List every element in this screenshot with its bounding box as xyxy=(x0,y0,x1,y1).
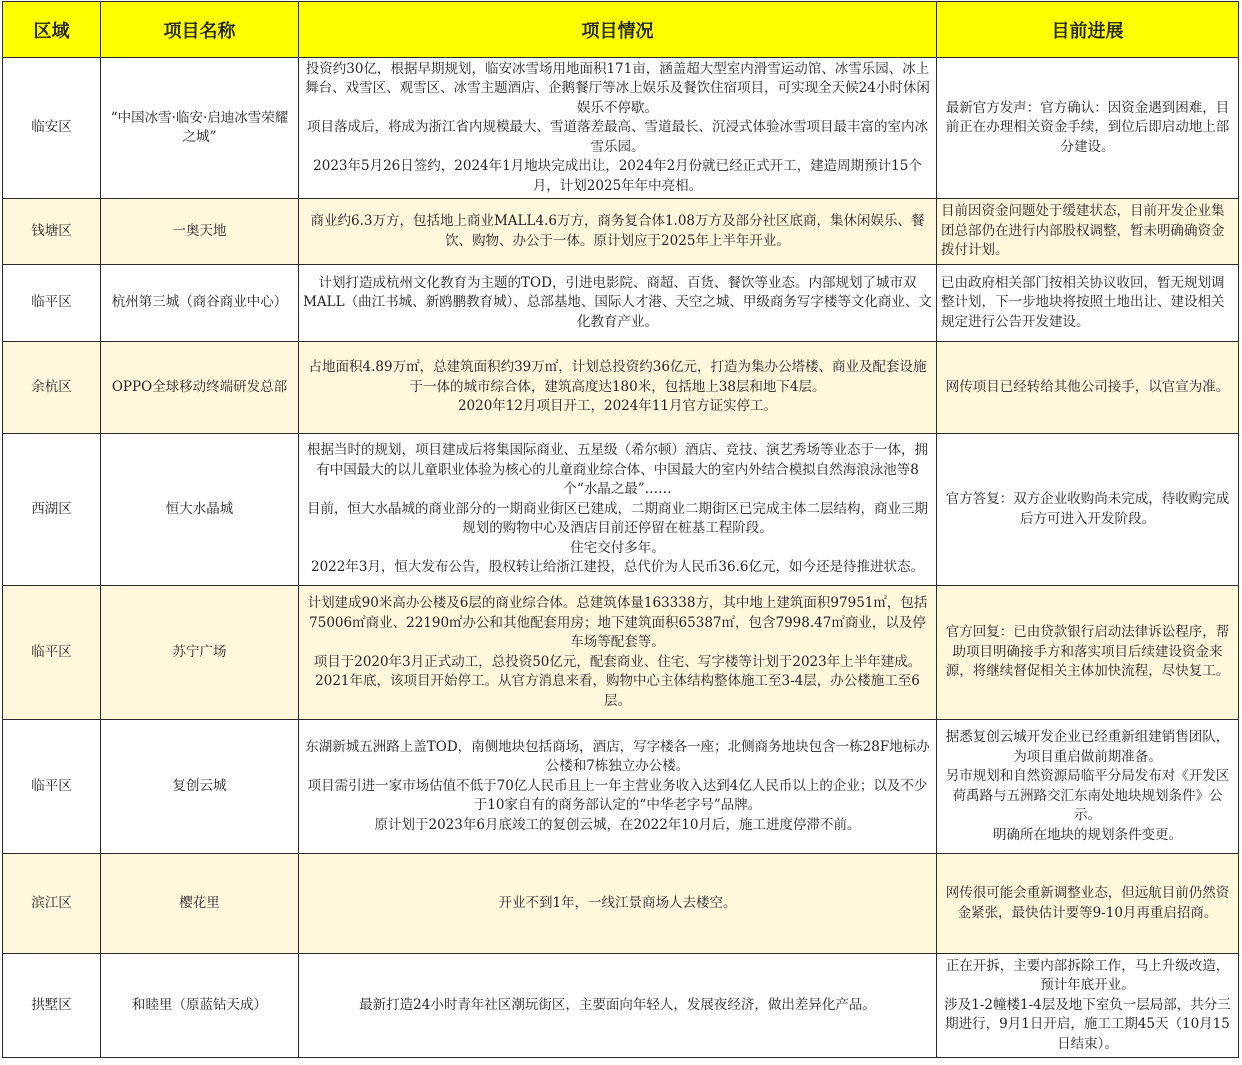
table-row xyxy=(3,434,1239,586)
progress-paragraph: 已由政府相关部门按相关协议收回，暂无规划调整计划，下一步地块将按照土地出让、建设相关规定进行公告开发建设。 xyxy=(941,274,1225,330)
region-cell: 临平区 xyxy=(3,720,101,854)
region-cell: 西湖区 xyxy=(3,434,101,586)
progress-cell xyxy=(937,434,1239,586)
situation-paragraph: 项目需引进一家市场估值不低于70亿人民币且上一年主营业务收入达到4亿人民币以上的企业；以及不少于10家自有的商务部认定的“中华老字号”品牌。 xyxy=(307,777,928,814)
situation-paragraph: 占地面积4.89万㎡，总建筑面积约39万㎡，计划总投资约36亿元，打造为集办公塔楼、商业及配套设施于一体的城市综合体，建筑高度达180米，包括地上38层和地下4层。 xyxy=(308,359,927,395)
progress-paragraph: 另市规划和自然资源局临平分局发布对《开发区荷禹路与五洲路交汇东南处地块规划条件》公示。 xyxy=(945,768,1230,823)
project-name-cell: 苏宁广场 xyxy=(101,586,299,720)
progress-cell xyxy=(937,199,1239,265)
progress-paragraph: 网传很可能会重新调整业态，但远航目前仍然资金紧张，最快估计要等9-10月再重启招商。 xyxy=(945,885,1230,921)
progress-paragraph: 官方答复：双方企业收购尚未完成，待收购完成后方可进入开发阶段。 xyxy=(945,491,1230,527)
projects-table xyxy=(2,1,1239,1058)
progress-cell xyxy=(937,854,1239,954)
region-cell: 滨江区 xyxy=(3,854,101,954)
project-name-cell: 杭州第三城（商谷商业中心） xyxy=(101,265,299,342)
project-name-cell: 和睦里（原蓝钻天成） xyxy=(101,954,299,1058)
header-name: 项目名称 xyxy=(101,2,299,58)
table-row xyxy=(3,342,1239,434)
situation-paragraph: 项目于2020年3月正式动工，总投资50亿元，配套商业、住宅、写字楼等计划于2023年上半年建成。 xyxy=(313,653,922,670)
table-row xyxy=(3,854,1239,954)
project-name-cell: 一奥天地 xyxy=(101,199,299,265)
situation-paragraph: 根据当时的规划，项目建成后将集国际商业、五星级（希尔顿）酒店、竞技、演艺秀场等业态于一体，拥有中国最大的以儿童职业体验为核心的儿童商业综合体、中国最大的室内外结合模拟自然海浪泳池等8个“水晶之最”…… xyxy=(307,442,928,498)
situation-paragraph: 计划建成90米高办公楼及6层的商业综合体。总建筑体量163338方，其中地上建筑面积97951㎡，包括75006㎡商业、22190㎡办公和其他配套用房；地下建筑面积65387㎡，包含7998.47㎡商业，以及停车场等配套等。 xyxy=(307,595,928,650)
project-name-cell: OPPO全球移动终端研发总部 xyxy=(101,342,299,434)
region-cell: 临安区 xyxy=(3,58,101,199)
progress-paragraph: 涉及1-2幢楼1-4层及地下室负一层局部，共分三期进行，9月1日开启，施工工期45天（10月15日结束）。 xyxy=(944,996,1231,1052)
progress-paragraph: 官方回复：已由贷款银行启动法律诉讼程序，帮助项目明确接手方和落实项目后续建设资金来源，将继续督促相关主体加快流程，尽快复工。 xyxy=(945,624,1230,680)
project-name-cell: 樱花里 xyxy=(101,854,299,954)
progress-cell xyxy=(937,954,1239,1058)
progress-cell xyxy=(937,342,1239,434)
situation-paragraph: 2020年12月项目开工，2024年11月官方证实停工。 xyxy=(457,398,778,415)
situation-paragraph: 投资约30亿，根据早期规划，临安冰雪场用地面积171亩，涵盖超大型室内滑雪运动馆、冰雪乐园、冰上舞台、戏雪区、观雪区、冰雪主题酒店、企鹅餐厅等冰上娱乐及餐饮住宿项目，可实现全天候24小时休闲娱乐不停歇。 xyxy=(305,60,930,116)
header-progress: 目前进展 xyxy=(937,2,1239,58)
table-row xyxy=(3,265,1239,342)
situation-paragraph: 商业约6.3万方，包括地上商业MALL4.6万方，商务复合体1.08万方及部分社区底商，集休闲娱乐、餐饮、购物、办公于一体。原计划应于2025年上半年开业。 xyxy=(310,213,925,249)
situation-cell xyxy=(299,586,937,720)
situation-cell xyxy=(299,265,937,342)
region-cell: 拱墅区 xyxy=(3,954,101,1058)
progress-paragraph: 据悉复创云城开发企业已经重新组建销售团队，为项目重启做前期准备。 xyxy=(945,729,1230,765)
progress-paragraph: 最新官方发声：官方确认：因资金遇到困难，目前正在办理相关资金手续，到位后即启动地上部分建设。 xyxy=(945,99,1230,155)
table-row xyxy=(3,720,1239,854)
situation-cell xyxy=(299,854,937,954)
header-region: 区域 xyxy=(3,2,101,58)
situation-paragraph: 原计划于2023年6月底竣工的复创云城，在2022年10月后，施工进度停滞不前。 xyxy=(374,816,861,833)
progress-cell xyxy=(937,58,1239,199)
situation-paragraph: 2023年5月26日签约，2024年1月地块完成出让，2024年2月份就已经正式开工，建造周期预计15个月，计划2025年年中亮相。 xyxy=(313,158,922,194)
situation-cell xyxy=(299,720,937,854)
situation-paragraph: 计划打造成杭州文化教育为主题的TOD，引进电影院、商超、百货、餐饮等业态。内部规划了城市双MALL（曲江书城、新鸥鹏教育城）、总部基地、国际人才港、天空之城、甲级商务写字楼等文化商业、文化教育产业。 xyxy=(303,274,932,330)
table-row xyxy=(3,586,1239,720)
table-row xyxy=(3,58,1239,199)
header-row xyxy=(3,2,1239,58)
situation-paragraph: 项目落成后，将成为浙江省内规模最大、雪道落差最高、雪道最长、沉浸式体验冰雪项目最丰富的室内冰雪乐园。 xyxy=(307,119,928,155)
progress-cell xyxy=(937,586,1239,720)
progress-cell xyxy=(937,265,1239,342)
situation-cell xyxy=(299,434,937,586)
region-cell: 临平区 xyxy=(3,586,101,720)
progress-paragraph: 目前因资金问题处于缓建状态，目前开发企业集团总部仍在进行内部股权调整，暂未明确确资金拨付计划。 xyxy=(941,203,1225,259)
situation-cell xyxy=(299,342,937,434)
situation-paragraph: 目前，恒大水晶城的商业部分的一期商业街区已建成，二期商业二期街区已完成主体二层结构，商业三期规划的购物中心及酒店目前还停留在桩基工程阶段。 xyxy=(307,500,928,537)
region-cell: 钱塘区 xyxy=(3,199,101,265)
table-row xyxy=(3,199,1239,265)
project-name-cell: 恒大水晶城 xyxy=(101,434,299,586)
situation-cell xyxy=(299,199,937,265)
project-name-cell: “中国冰雪·临安·启迪冰雪荣耀之城” xyxy=(101,58,299,199)
project-name-cell: 复创云城 xyxy=(101,720,299,854)
situation-paragraph: 最新打造24小时青年社区潮玩街区，主要面向年轻人，发展夜经济，做出差异化产品。 xyxy=(359,996,876,1013)
table-body xyxy=(3,58,1239,1058)
situation-paragraph: 开业不到1年，一线江景商场人去楼空。 xyxy=(498,894,737,911)
region-cell: 临平区 xyxy=(3,265,101,342)
progress-paragraph: 网传项目已经转给其他公司接手，以官宣为准。 xyxy=(945,378,1230,395)
situation-paragraph: 住宅交付多年。 xyxy=(570,539,665,556)
header-situation: 项目情况 xyxy=(299,2,937,58)
situation-cell xyxy=(299,58,937,199)
region-cell: 余杭区 xyxy=(3,342,101,434)
situation-paragraph: 2022年3月，恒大发布公告，股权转让给浙江建投，总代价为人民币36.6亿元，如今还是待推进状态。 xyxy=(310,559,924,576)
table-row xyxy=(3,954,1239,1058)
progress-cell xyxy=(937,720,1239,854)
situation-paragraph: 东湖新城五洲路上盖TOD，南侧地块包括商场，酒店，写字楼各一座；北侧商务地块包含一栋28F地标办公楼和7栋独立办公楼。 xyxy=(305,738,930,775)
progress-paragraph: 正在开拆，主要内部拆除工作，马上升级改造，预计年底开业。 xyxy=(945,957,1230,994)
situation-paragraph: 2021年底，该项目开始停工。从官方消息来看，购物中心主体结构整体施工至3-4层，办公楼施工至6层。 xyxy=(315,673,920,709)
progress-paragraph: 明确所在地块的规划条件变更。 xyxy=(993,826,1182,843)
situation-cell xyxy=(299,954,937,1058)
